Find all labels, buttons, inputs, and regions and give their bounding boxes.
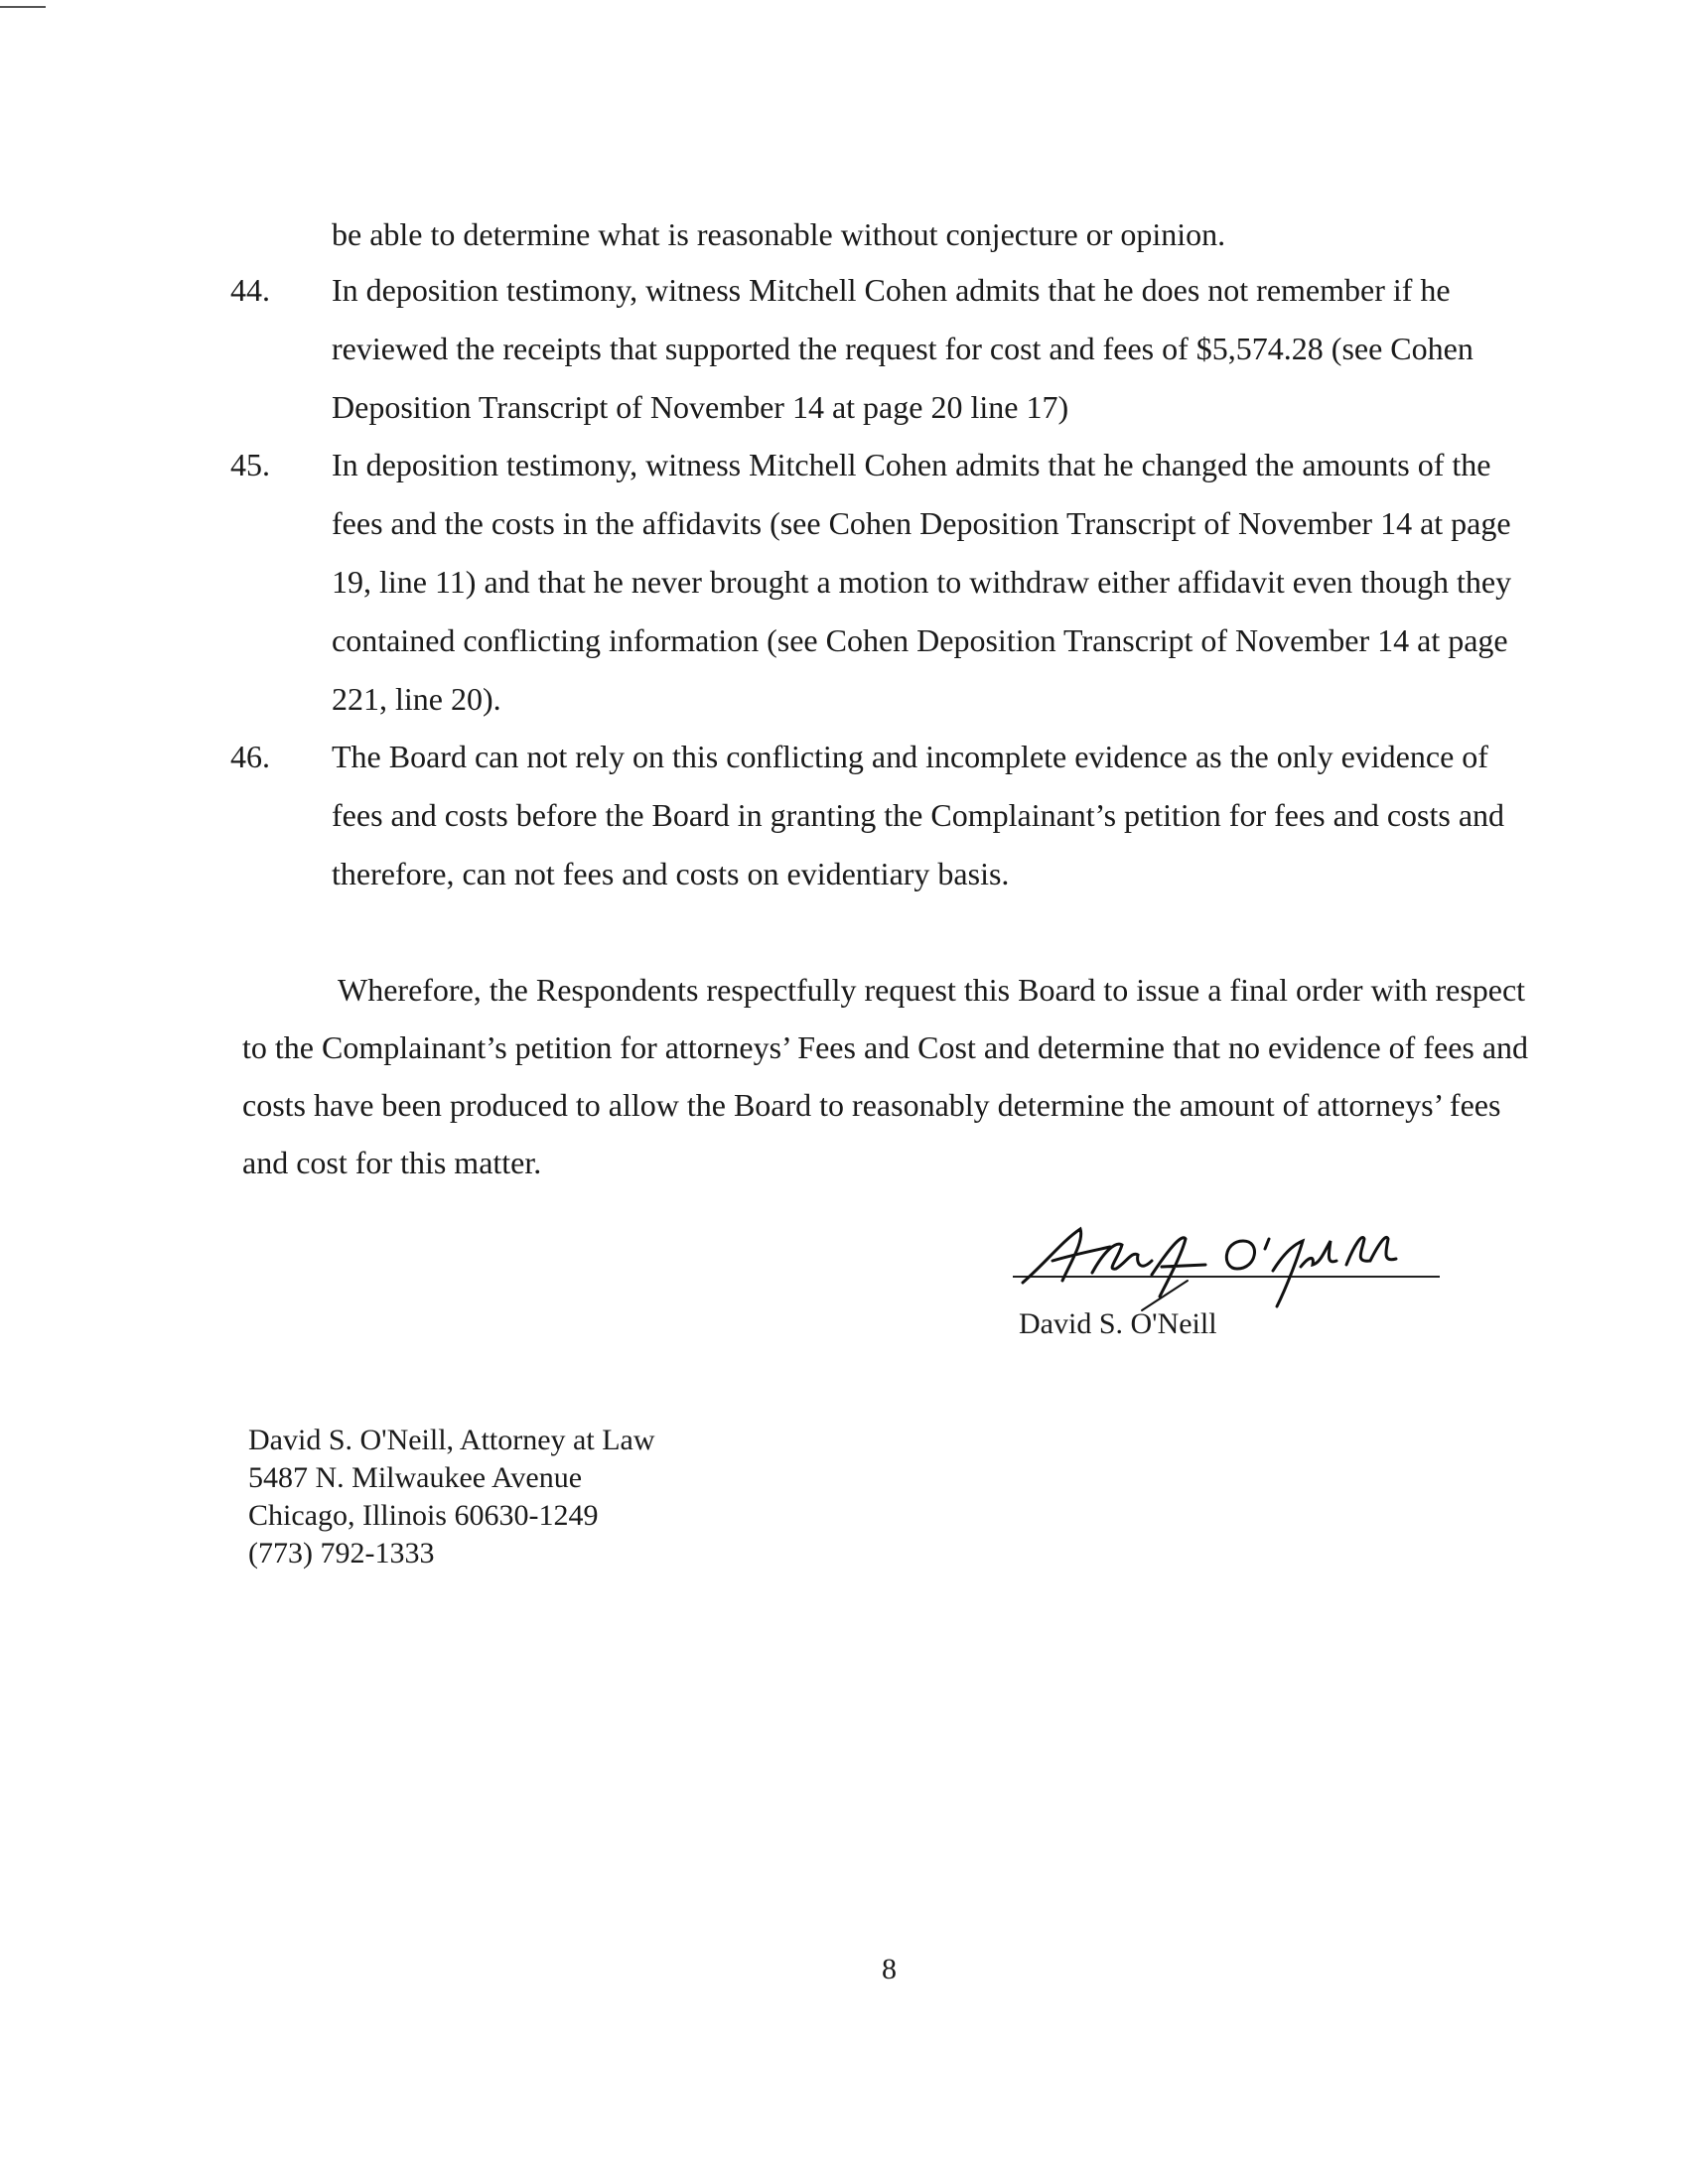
address-line: David S. O'Neill, Attorney at Law [248, 1424, 655, 1456]
paragraph-number: 44. [230, 272, 270, 308]
attorney-address [248, 1422, 655, 1572]
paragraph-text: In deposition testimony, witness Mitchell Cohen admits that he does not remember if he reviewed the receipts that supported the request for cost and fees of $5,574.28 (see Cohen Deposition Transcript of November 14 at page 20 line 17) [332, 272, 1474, 425]
address-line: Chicago, Illinois 60630-1249 [248, 1499, 599, 1532]
signer-name: David S. O'Neill [1019, 1307, 1217, 1340]
paragraph-text: In deposition testimony, witness Mitchell Cohen admits that he changed the amounts of the fees and the costs in the affidavits (see Cohen Deposition Transcript of November 14 at page 19, line 11) and that he never brought a motion to withdraw either affidavit even though they contained conflicting information (see Cohen Deposition Transcript of November 14 at page 221, line 20). [332, 447, 1512, 717]
address-line: (773) 792-1333 [248, 1537, 435, 1570]
signature-block [993, 1211, 1489, 1350]
page-number: 8 [882, 1953, 897, 1985]
paragraph-number: 46. [230, 739, 270, 774]
wherefore-clause: Wherefore, the Respondents respectfully request this Board to issue a final order with respect to the Complainant’s petition for attorneys’ Fees and Cost and determine that no evidence of fees and costs have been produced to allow the Board to reasonably determine the amount of attorneys’ fees and cost for this matter. [242, 972, 1529, 1180]
address-line: 5487 N. Milwaukee Avenue [248, 1461, 583, 1494]
continuation-line: be able to determine what is reasonable without conjecture or opinion. [332, 216, 1226, 252]
handwritten-signature [993, 1211, 1450, 1320]
scan-corner-mark [0, 6, 46, 8]
paragraph-number: 45. [230, 447, 270, 482]
paragraph-text: The Board can not rely on this conflicting and incomplete evidence as the only evidence of fees and costs before the Board in granting the Complainant’s petition for fees and costs and therefore, can not fees and costs on evidentiary basis. [332, 739, 1505, 891]
